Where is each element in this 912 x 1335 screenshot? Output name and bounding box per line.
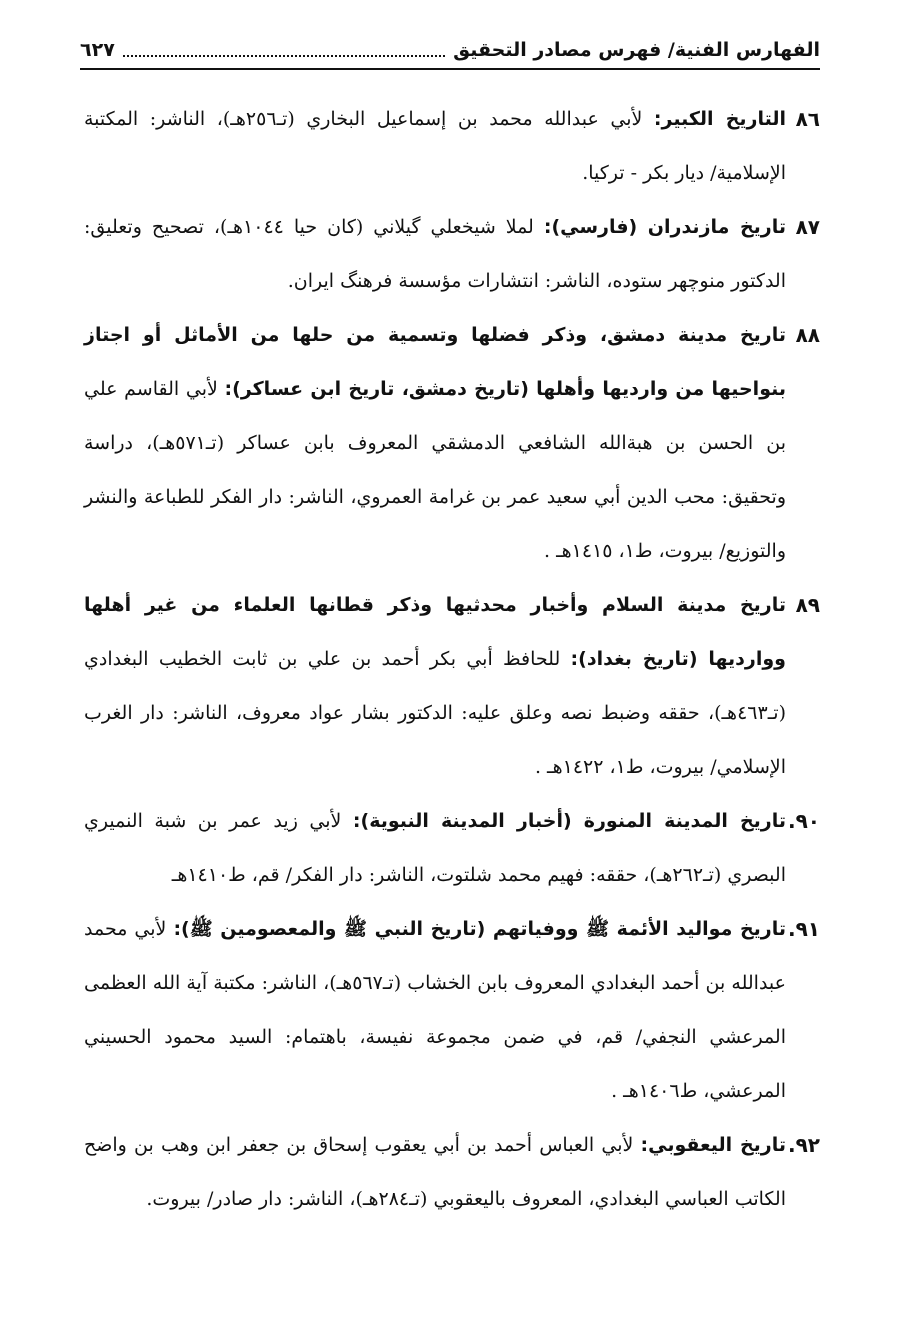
entry-number: ٨٩ [795,593,820,617]
entry-number: ٩١. [787,917,820,941]
entry-number: ٩٢. [787,1133,820,1157]
bibliography-entry-87 [84,200,820,308]
entry-number: ٨٨ [795,323,820,347]
entry-number: ٨٦ [795,107,820,131]
entry-title: تاريخ اليعقوبي: [640,1134,786,1156]
entry-text: لأبي زيد عمر بن شبة النميري البصري (تـ٢٦٢هـ)، حققه: فهيم محمد شلتوت، الناشر: دار الفكر/ قم، ط١٤١٠هـ [84,810,786,886]
header-leader-dots [123,55,445,57]
entry-text: لأبي عبدالله محمد بن إسماعيل البخاري (تـ٢٥٦هـ)، الناشر: المكتبة الإسلامية/ ديار بكر - تركيا. [84,108,786,184]
bibliography-entry-88 [84,308,820,578]
entry-title: تاريخ المدينة المنورة (أخبار المدينة النبوية): [352,810,786,832]
entry-title: تاريخ مدينة السلام وأخبار محدثيها وذكر قطانها العلماء من غير أهلها ووارديها (تاريخ بغداد): [84,594,786,670]
entry-text: لأبي محمد عبدالله بن أحمد البغدادي المعروف بابن الخشاب (تـ٥٦٧هـ)، الناشر: مكتبة آية الله العظمى المرعشي النجفي/ قم، في ضمن مجموعة نفيسة، باهتمام: السيد محمود الحسيني المرعشي، ط١٤٠٦هـ . [84,918,786,1102]
bibliography-entry-90 [84,794,820,902]
header-title: الفهارس الفنية/ فهرس مصادر التحقيق [453,39,820,61]
running-header [80,32,820,70]
bibliography-entry-86 [84,92,820,200]
bibliography-entry-91 [84,902,820,1118]
bibliography-entry-89 [84,578,820,794]
page-number: ٦٢٧ [80,39,115,61]
entry-title: تاريخ مازندران (فارسي): [543,216,787,238]
entry-title: التاريخ الكبير: [653,108,787,130]
entry-title: تاريخ مدينة دمشق، وذكر فضلها وتسمية من حلها من الأماثل أو اجتاز بنواحيها من وارديها وأهلها (تاريخ دمشق، تاريخ ابن عساكر): [84,324,786,400]
entry-text: للحافظ أبي بكر أحمد بن علي بن ثابت الخطيب البغدادي (تـ٤٦٣هـ)، حققه وضبط نصه وعلق عليه: الدكتور بشار عواد معروف، الناشر: دار الغرب الإسلامي/ بيروت، ط١، ١٤٢٢هـ . [84,648,786,778]
entry-text: لملا شيخعلي گيلاني (كان حيا ١٠٤٤هـ)، تصحيح وتعليق: الدكتور منوچهر ستوده، الناشر: انتشارات مؤسسة فرهنگ ايران. [84,216,786,292]
entry-text: لأبي القاسم علي بن الحسن بن هبةالله الشافعي الدمشقي المعروف بابن عساكر (تـ٥٧١هـ)، دراسة وتحقيق: محب الدين أبي سعيد عمر بن غرامة العمروي، الناشر: دار الفكر للطباعة والنشر والتوزيع/ بيروت، ط١، ١٤١٥هـ . [84,378,786,562]
entry-number: ٩٠. [787,809,820,833]
bibliography-list [84,92,820,1226]
entry-text: لأبي العباس أحمد بن أبي يعقوب إسحاق بن جعفر ابن وهب بن واضح الكاتب العباسي البغدادي، المعروف باليعقوبي (تـ٢٨٤هـ)، الناشر: دار صادر/ بيروت. [84,1134,786,1210]
bibliography-entry-92 [84,1118,820,1226]
entry-number: ٨٧ [795,215,820,239]
entry-title: تاريخ مواليد الأئمة ﷺ ووفياتهم (تاريخ النبي ﷺ والمعصومين ﷺ): [173,918,786,940]
